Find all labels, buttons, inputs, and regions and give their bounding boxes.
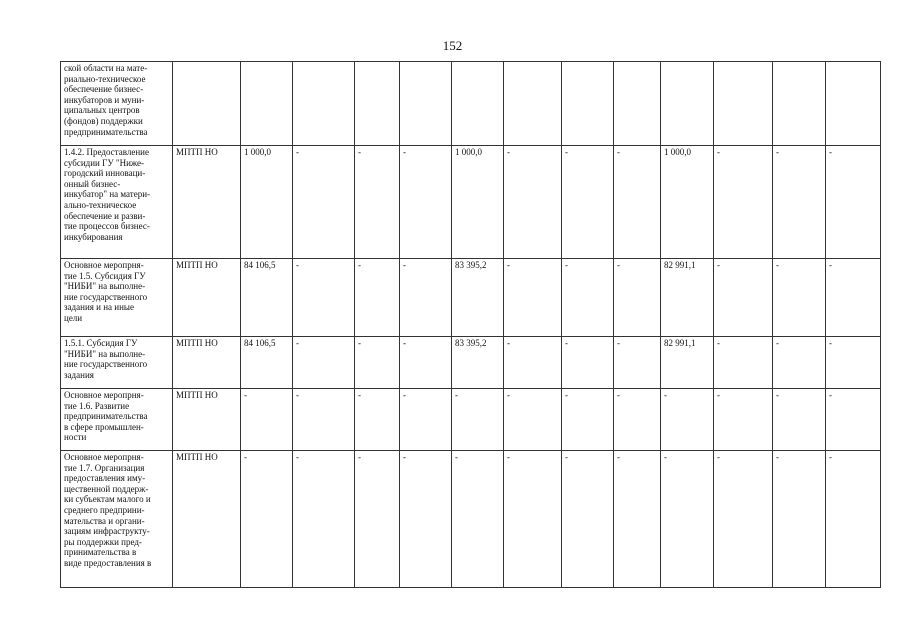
value-cell: - [504, 451, 562, 588]
value-cell: - [773, 389, 826, 451]
value-cell: 1 000,0 [241, 146, 293, 259]
row-description [61, 259, 173, 337]
executor-cell: МПТП НО [173, 146, 241, 259]
row-description-text: Основное меропрня- тие 1.7. Организация предоставления иму- щественной поддерж- ки субъектам малого и среднего предприни- мательства и органи- зациям инфраструкту- ры поддержки пред- принимательства в виде предоставления в [64, 452, 152, 568]
value-cell: - [504, 337, 562, 389]
value-cell: - [355, 146, 400, 259]
row-description-text: Основное меропрня- тие 1.5. Субсидия ГУ "НИБИ" на выполне- ние государственного задания и на иные цели [64, 260, 148, 323]
executor-cell: МПТП НО [173, 259, 241, 337]
value-cell: - [293, 337, 355, 389]
table-row [61, 389, 881, 451]
table-row [61, 451, 881, 588]
value-cell: - [400, 146, 452, 259]
value-cell [826, 62, 881, 146]
value-cell: - [504, 259, 562, 337]
value-cell [293, 62, 355, 146]
value-cell: - [241, 451, 293, 588]
table-row [61, 259, 881, 337]
value-cell: - [826, 451, 881, 588]
value-cell: - [773, 451, 826, 588]
value-cell: - [661, 389, 714, 451]
value-cell: - [562, 451, 614, 588]
value-cell: 82 991,1 [661, 259, 714, 337]
value-cell: - [714, 389, 773, 451]
value-cell [400, 62, 452, 146]
value-cell: - [562, 259, 614, 337]
value-cell: - [562, 337, 614, 389]
value-cell: - [355, 389, 400, 451]
value-cell: - [400, 451, 452, 588]
value-cell: - [773, 146, 826, 259]
value-cell: - [355, 451, 400, 588]
value-cell: - [293, 259, 355, 337]
value-cell: - [400, 337, 452, 389]
value-cell: - [293, 146, 355, 259]
value-cell: - [504, 389, 562, 451]
row-description [61, 451, 173, 588]
value-cell: - [241, 389, 293, 451]
value-cell [452, 62, 504, 146]
table-row [61, 337, 881, 389]
row-description [61, 337, 173, 389]
page-number: 152 [442, 38, 463, 53]
executor-cell: МПТП НО [173, 389, 241, 451]
executor-cell: МПТП НО [173, 337, 241, 389]
value-cell [661, 62, 714, 146]
value-cell: - [614, 259, 661, 337]
value-cell: - [826, 146, 881, 259]
value-cell: - [504, 146, 562, 259]
value-cell: 1 000,0 [452, 146, 504, 259]
value-cell: - [355, 259, 400, 337]
value-cell: - [562, 146, 614, 259]
row-description-text: Основное меропрня- тие 1.6. Развитие предпринимательства в сфере промышлен- ности [64, 390, 148, 443]
value-cell [614, 62, 661, 146]
value-cell: 1 000,0 [661, 146, 714, 259]
table-row [61, 62, 881, 146]
value-cell: - [614, 337, 661, 389]
value-cell: - [773, 259, 826, 337]
row-description-text: 1.4.2. Предоставление субсидии ГУ "Ниже- городский инноваци- онный бизнес- инкубатор" на матери- ально-техническое обеспечение и разви- тие процессов бизнес- инкубирования [64, 147, 151, 242]
table-row [61, 146, 881, 259]
value-cell: - [826, 389, 881, 451]
value-cell: - [714, 259, 773, 337]
value-cell: 83 395,2 [452, 337, 504, 389]
executor-cell: МПТП НО [173, 451, 241, 588]
executor-cell [173, 62, 241, 146]
row-description [61, 146, 173, 259]
value-cell: 82 991,1 [661, 337, 714, 389]
value-cell: - [773, 337, 826, 389]
value-cell: 84 106,5 [241, 259, 293, 337]
value-cell: 84 106,5 [241, 337, 293, 389]
value-cell [241, 62, 293, 146]
value-cell: - [826, 337, 881, 389]
value-cell: - [400, 259, 452, 337]
budget-table [60, 61, 881, 588]
value-cell: - [714, 146, 773, 259]
value-cell [355, 62, 400, 146]
row-description-text: ской области на мате- риально-техническое обеспечение бизнес- инкубаторов и муни- ципальных центров (фондов) поддержки предпринимательства [64, 63, 148, 137]
value-cell: - [614, 146, 661, 259]
value-cell: - [293, 451, 355, 588]
value-cell [773, 62, 826, 146]
value-cell: - [400, 389, 452, 451]
value-cell: - [562, 389, 614, 451]
value-cell: - [714, 337, 773, 389]
value-cell: - [826, 259, 881, 337]
value-cell: - [452, 451, 504, 588]
value-cell: - [614, 451, 661, 588]
value-cell [504, 62, 562, 146]
value-cell: 83 395,2 [452, 259, 504, 337]
value-cell [714, 62, 773, 146]
value-cell: - [452, 389, 504, 451]
value-cell [562, 62, 614, 146]
row-description-text: 1.5.1. Субсидия ГУ "НИБИ" на выполне- ние государственного задания [64, 338, 148, 380]
value-cell: - [293, 389, 355, 451]
row-description [61, 389, 173, 451]
value-cell: - [614, 389, 661, 451]
value-cell: - [661, 451, 714, 588]
row-description [61, 62, 173, 146]
value-cell: - [355, 337, 400, 389]
value-cell: - [714, 451, 773, 588]
